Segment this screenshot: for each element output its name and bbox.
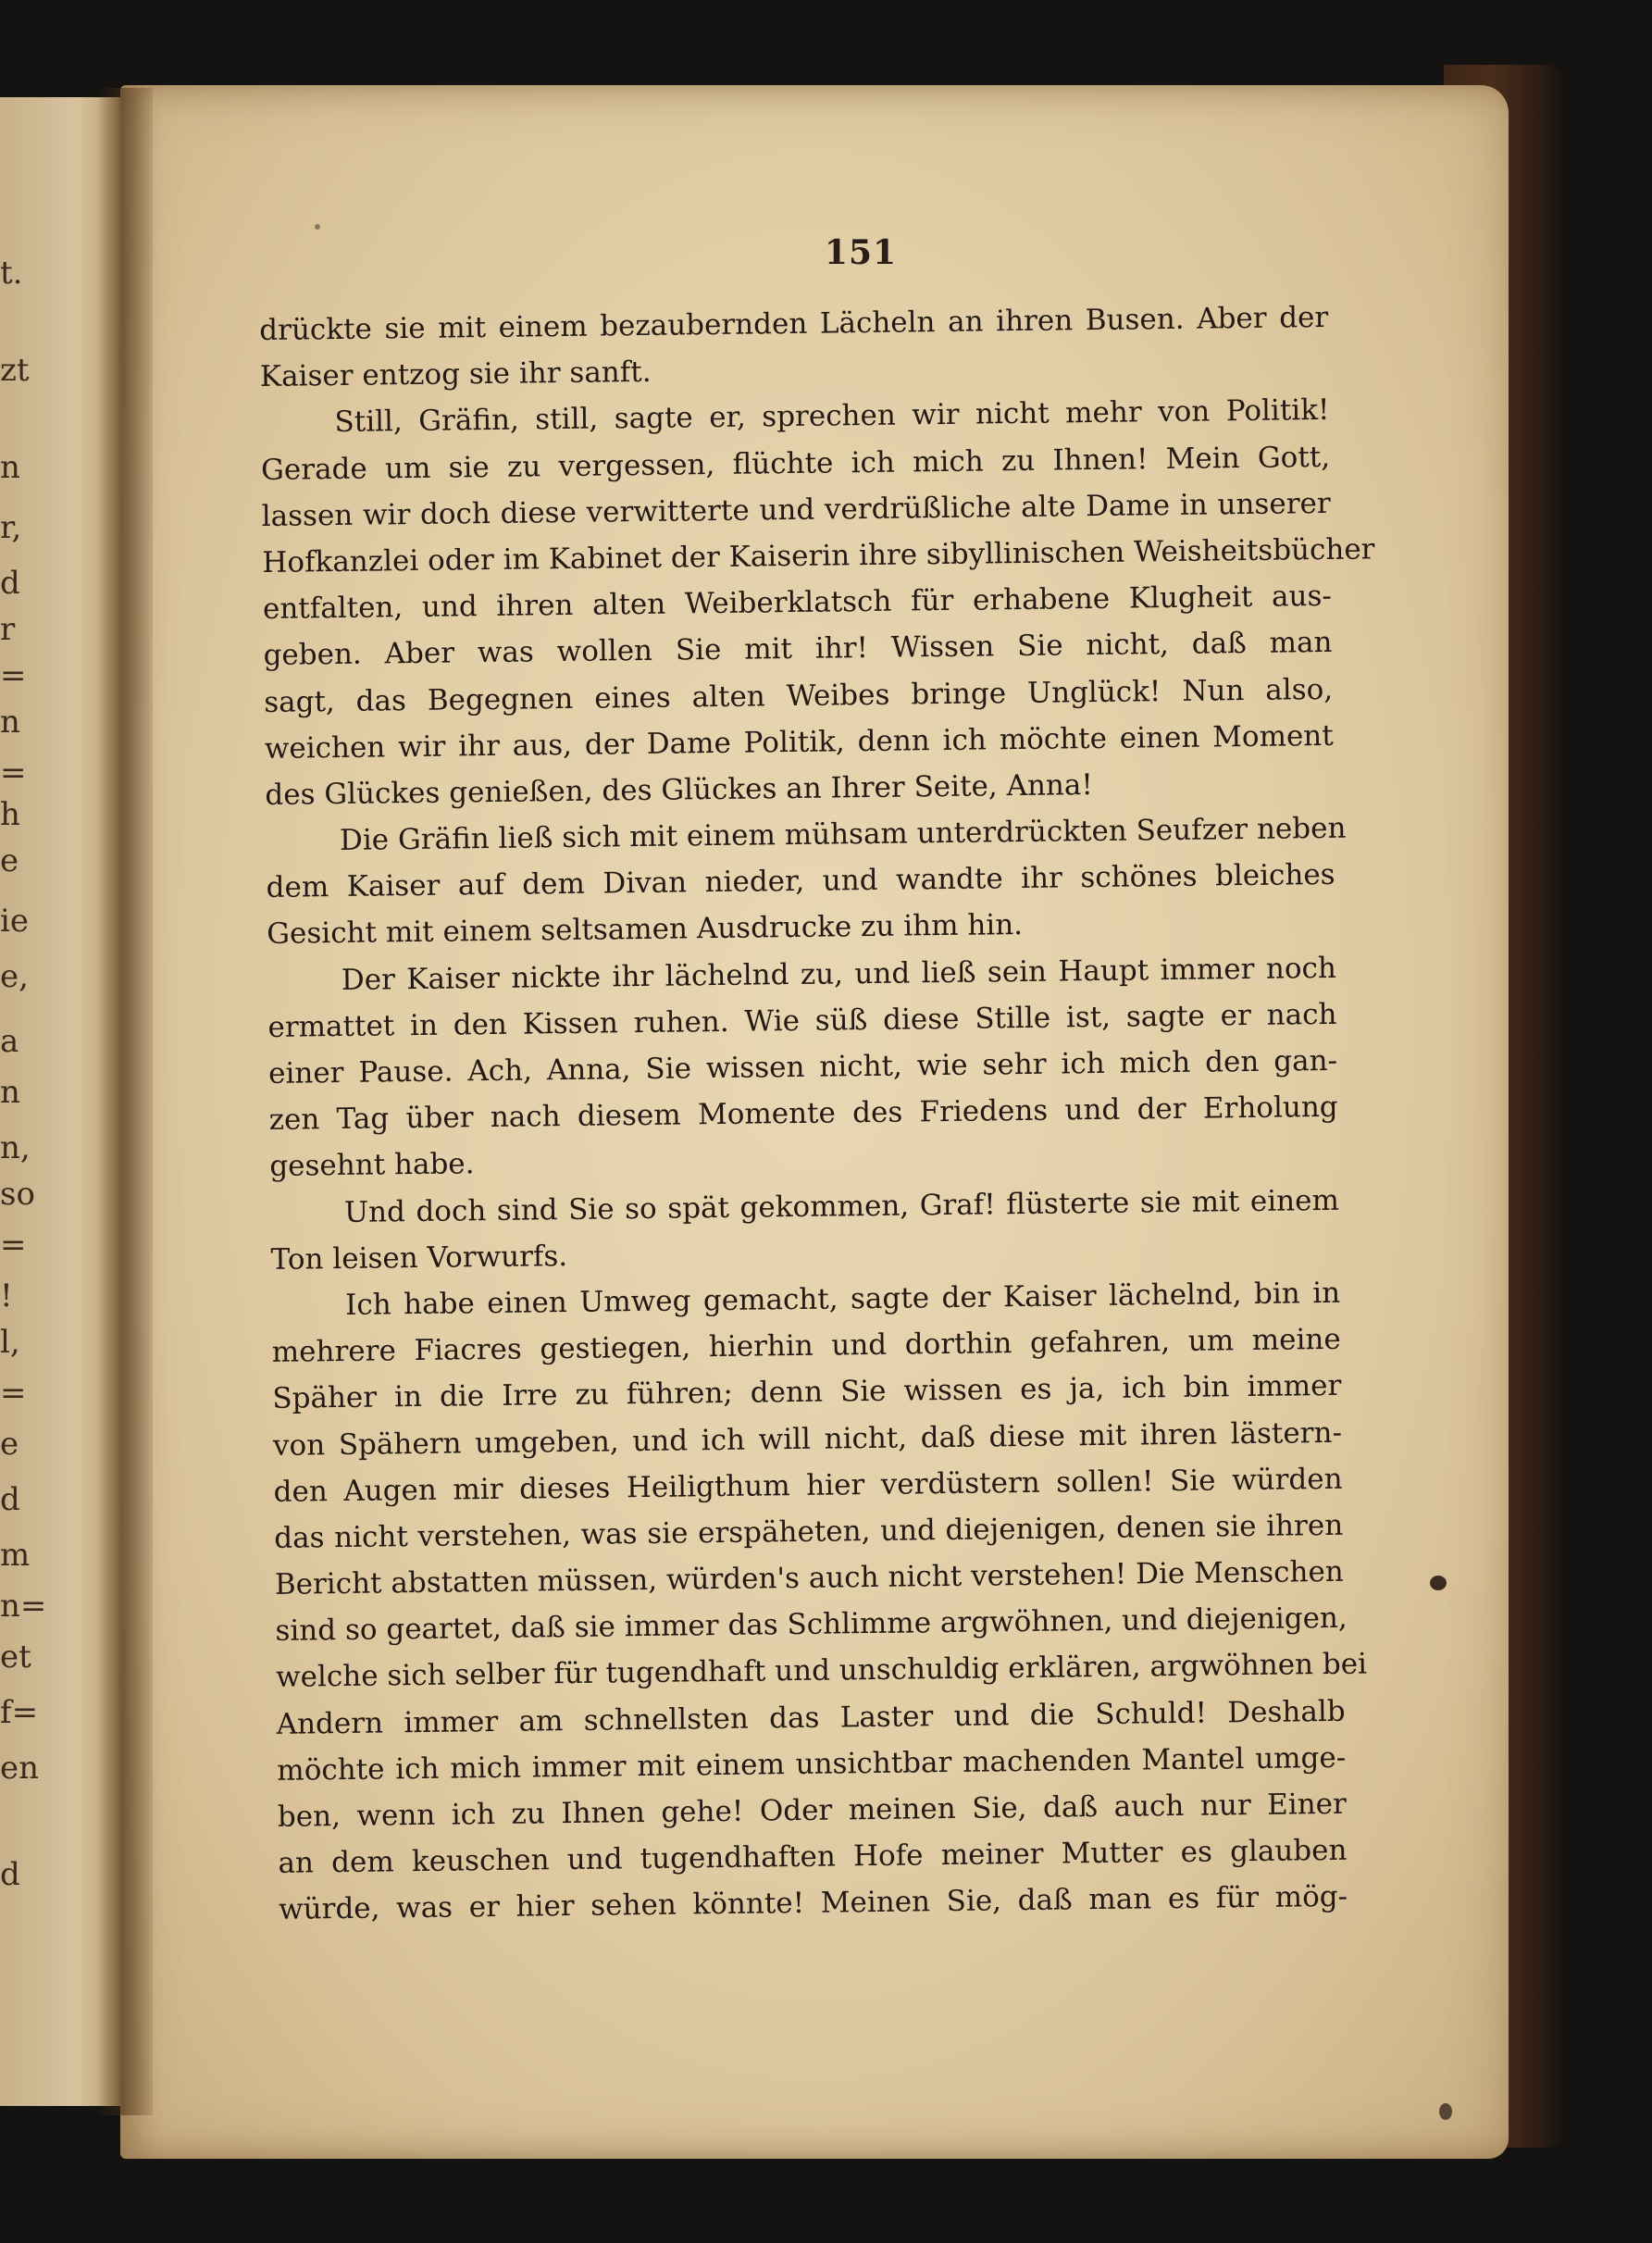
page-body-text [259,294,1375,1934]
facing-page-fragment: ! [0,1277,13,1315]
facing-page-fragment: a [0,1023,19,1060]
text-line: des Glückes genießen, des Glückes an Ihrer Seite, Anna! [265,767,1094,812]
facing-page-fragment: n [0,449,20,486]
text-line: drückte sie mit einem bezaubernden Lächeln an ihren Busen. Aber der [259,300,1329,347]
facing-page-fragment: d [0,1481,20,1518]
facing-page-fragment: f= [0,1694,39,1731]
facing-page-fragment: d [0,565,20,602]
facing-page-fragment: e [0,1426,19,1463]
text-line: Bericht abstatten müssen, würden's auch nicht verstehen! Die Menschen [274,1554,1344,1601]
text-line: gesehnt habe. [269,1147,475,1184]
text-line: Ton leisen Vorwurfs. [270,1239,568,1277]
text-line: entfalten, und ihren alten Weiberklatsch für erhabene Klugheit aus- [262,579,1333,627]
facing-page-fragment: r [0,611,16,648]
text-line: einer Pause. Ach, Anna, Sie wissen nicht, wie sehr ich mich den gan- [267,1043,1338,1090]
text-line: den Augen mir dieses Heiligthum hier verdüstern sollen! Sie würden [273,1462,1343,1509]
text-line: ermattet in den Kissen ruhen. Wie süß diese Stille ist, sagte er nach [267,997,1337,1044]
text-line: sagt, das Begegnen eines alten Weibes bringe Unglück! Nun also, [263,672,1334,719]
facing-page-fragment: r, [0,509,22,546]
facing-page-fragment: = [0,1227,27,1264]
page-number: 151 [824,233,898,272]
text-line: Andern immer am schnellsten das Laster und die Schuld! Deshalb [276,1694,1346,1741]
text-line: sind so geartet, daß sie immer das Schlimme argwöhnen, und diejenigen, [275,1601,1348,1649]
facing-page-fragment: t. [0,255,23,292]
text-line: welche sich selber für tugendhaft und unschuldig erklären, argwöhnen bei [275,1647,1368,1695]
text-line: ben, wenn ich zu Ihnen gehe! Oder meinen Sie, daß auch nur Einer [277,1787,1348,1834]
facing-page-fragment: e, [0,958,29,995]
ink-spot [1439,2103,1452,2120]
text-line: Späher in die Irre zu führen; denn Sie wissen es ja, ich bin immer [272,1369,1342,1416]
text-line: an dem keuschen und tugendhaften Hofe meiner Mutter es glauben [278,1833,1348,1881]
facing-page-fragment: et [0,1639,31,1676]
text-line: Gesicht mit einem seltsamen Ausdrucke zu ihm hin. [267,908,1024,952]
ink-spot [1430,1576,1447,1590]
facing-page-fragment: = [0,754,27,791]
text-line: Ich habe einen Umweg gemacht, sagte der Kaiser lächelnd, bin in [344,1276,1341,1322]
text-line: möchte ich mich immer mit einem unsichtbar machenden Mantel umge- [277,1740,1347,1788]
facing-page-fragment: n, [0,1129,31,1166]
text-line: dem Kaiser auf dem Divan nieder, und wandte ihr schönes bleiches [266,858,1335,905]
text-line: das nicht verstehen, was sie erspäheten, und diejenigen, denen sie ihren [274,1508,1344,1555]
facing-page-fragment: zt [0,352,30,389]
text-line: weichen wir ihr aus, der Dame Politik, denn ich möchte einen Moment [264,718,1334,766]
text-line: Der Kaiser nickte ihr lächelnd zu, und ließ sein Haupt immer noch [341,951,1337,997]
facing-page-fragment: e [0,842,19,879]
facing-page-fragment: en [0,1750,40,1787]
text-line: würde, was er hier sehen könnte! Meinen Sie, daß man es für mög- [278,1880,1348,1927]
facing-page-fragment: = [0,1375,27,1412]
facing-page-fragment: n [0,704,20,741]
book-page [120,85,1509,2159]
facing-page-fragment: ie [0,903,29,940]
text-line: Hofkanzlei oder im Kabinet der Kaiserin ihre sibyllinischen Weisheitsbücher [262,532,1375,579]
facing-page-fragment: d [0,1856,20,1893]
ink-spot [315,224,320,230]
facing-page-fragment: so [0,1176,35,1213]
facing-page-fragment: = [0,657,27,694]
text-line: von Spähern umgeben, und ich will nicht, daß diese mit ihren lästern- [272,1415,1343,1463]
text-line: Die Gräfin ließ sich mit einem mühsam unterdrückten Seufzer neben [339,811,1347,858]
text-line: Und doch sind Sie so spät gekommen, Graf! flüsterte sie mit einem [343,1183,1340,1229]
facing-page-fragment: n= [0,1588,47,1625]
facing-page-fragment: n [0,1074,20,1111]
text-line: lassen wir doch diese verwitterte und verdrüßliche alte Dame in unserer [261,486,1331,533]
text-line: mehrere Fiacres gestiegen, hierhin und dorthin gefahren, um meine [271,1322,1341,1370]
text-line: Kaiser entzog sie ihr sanft. [259,355,652,394]
text-line: zen Tag über nach diesem Momente des Friedens und der Erholung [268,1090,1338,1138]
facing-page-fragment: h [0,796,20,833]
text-line: geben. Aber was wollen Sie mit ihr! Wissen Sie nicht, daß man [263,626,1333,673]
facing-page-fragment: m [0,1537,31,1574]
facing-page-fragment: l, [0,1324,20,1361]
text-line: Still, Gräfin, still, sagte er, sprechen wir nicht mehr von Politik! [334,393,1330,440]
text-line: Gerade um sie zu vergessen, flüchte ich mich zu Ihnen! Mein Gott, [260,440,1331,487]
page-gutter-shadow [97,88,153,2115]
